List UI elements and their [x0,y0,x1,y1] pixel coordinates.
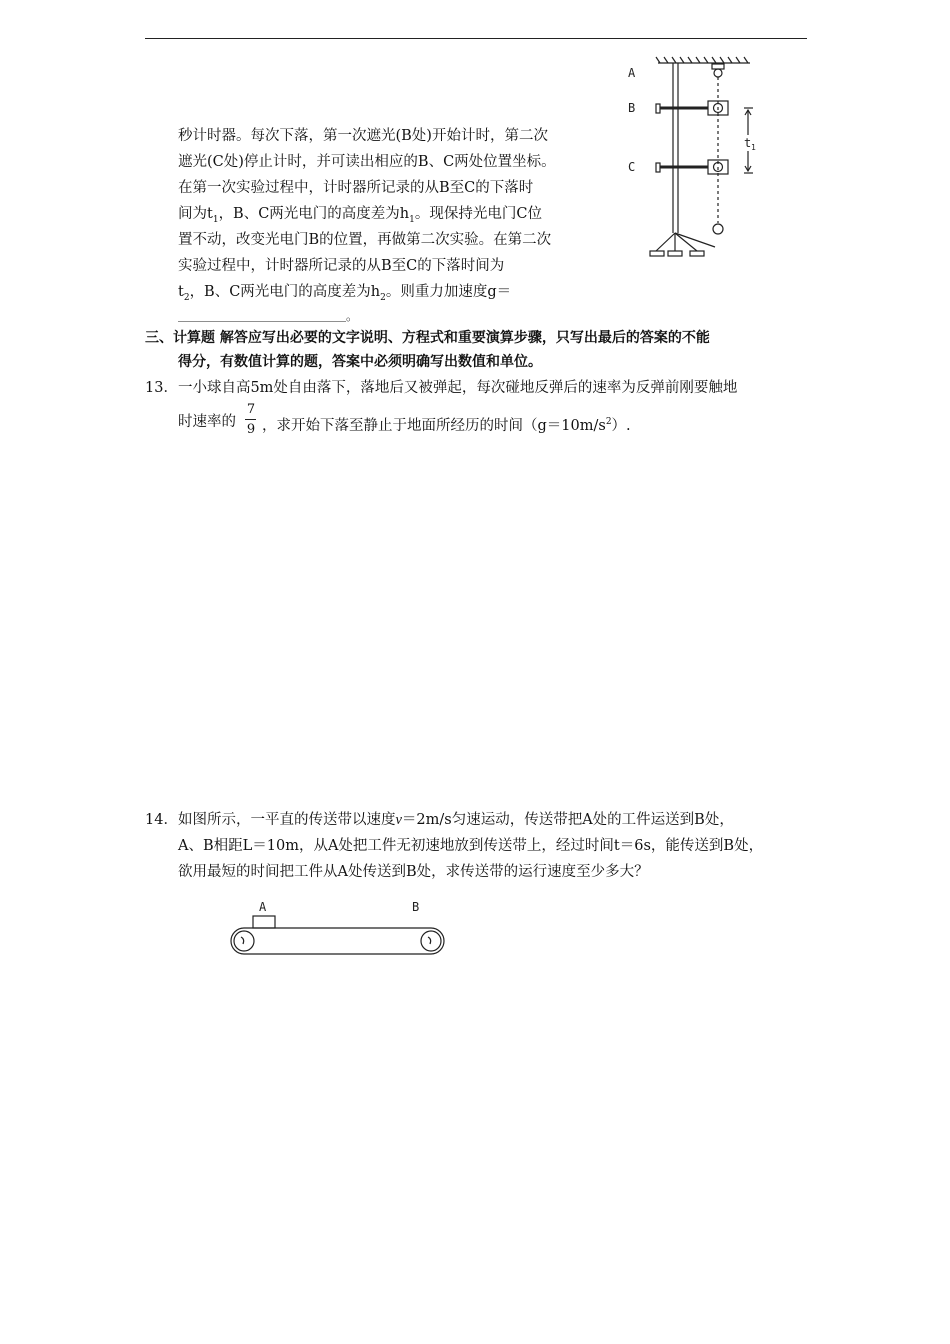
fraction-denominator: 9 [246,422,256,437]
fig1-label-c: C [628,160,636,174]
fraction-bar [245,419,256,420]
fig1-label-t-sub: 1 [751,143,756,152]
fig1-label-a: A [628,66,636,80]
q12-line-4: 间为$t_1$，B、C两光电门的高度差为$h_1$。现保持光电门C位 [178,206,542,225]
section-3-heading-line-1: 三、计算题 解答应写出必要的文字说明、方程式和重要演算步骤，只写出最后的答案的不能 [145,330,710,346]
q12-line-3: 在第一次实验过程中，计时器所记录的从B至C的下落时 [178,180,534,196]
q12-line-7: $t_2$，B、C两光电门的高度差为$h_2$。则重力加速度g＝ [178,284,512,303]
header-rule [145,38,807,39]
q13-line-2-suffix: ，求开始下落至静止于地面所经历的时间$(g=10m/s^2)$. [262,417,631,434]
q12-line-5: 置不动，改变光电门B的位置，再做第二次实验。在第二次 [178,232,552,248]
photogate-figure [620,55,760,265]
q13-line-2-prefix: 时速率的 [178,414,236,430]
q12-line-1: 秒计时器。每次下落，第一次遮光(B处)开始计时，第二次 [178,128,548,144]
q12-line-2: 遮光(C处)停止计时，并可读出相应的B、C两处位置坐标。 [178,154,556,170]
fig2-label-a: A [259,900,267,914]
q14-line-3: 欲用最短的时间把工件从A处传送到B处，求传送带的运行速度至少多大？ [178,864,649,880]
q12-answer-blank: ＿＿＿＿＿＿＿＿＿＿＿＿＿＿。 [178,309,359,323]
q14-line-2: A、B相距L＝10m，从A处把工件无初速地放到传送带上，经过时间t＝6s，能传送到B处， [178,838,764,854]
fig1-label-b: B [628,101,636,115]
q12-line-6: 实验过程中，计时器所记录的从B至C的下落时间为 [178,258,505,274]
q13-line-1: 13．一小球自高5m处自由落下，落地后又被弹起，每次碰地反弹后的速率为反弹前刚要触地 [145,380,738,396]
fig2-label-b: B [412,900,420,914]
conveyor-belt-figure [225,895,455,965]
fig1-label-t: t [744,136,752,150]
q14-line-1: 14．如图所示，一平直的传送带以速度v＝2m/s匀速运动，传送带把A处的工件运送到B处， [145,812,734,828]
section-3-heading-line-2: 得分，有数值计算的题，答案中必须明确写出数值和单位。 [178,354,542,370]
fraction-numerator: 7 [246,402,256,417]
